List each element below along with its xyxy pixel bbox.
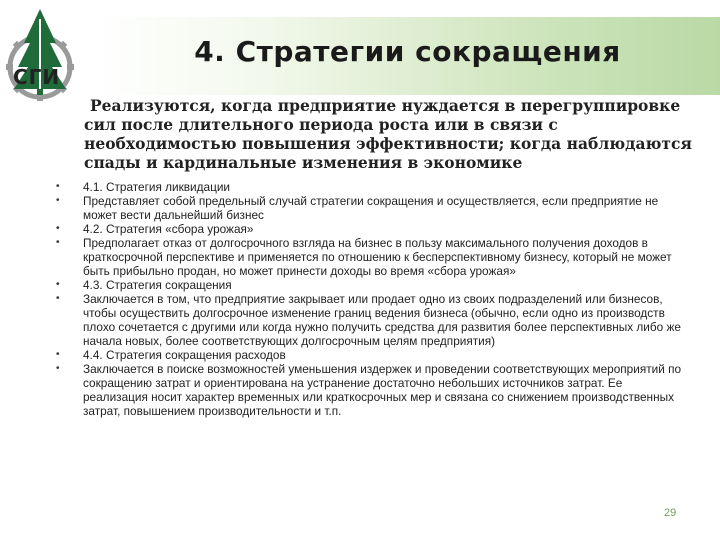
list-item-text: Заключается в поиске возможностей уменьшения издержек и проведении соответствующих мероприятий по сокращению затрат и ориентирована на устранение достаточно небольших источников затрат. Ее реализация носит характер временных или краткосрочных мер и связана со снижением производственных затрат, повышением производительности и т.п.: [83, 362, 682, 418]
list-item-text: 4.1. Стратегия ликвидации: [83, 180, 231, 194]
list-item: [50, 236, 690, 278]
intro-paragraph: [84, 96, 694, 172]
bullet-icon: •: [56, 293, 60, 304]
bullet-icon: •: [56, 349, 60, 360]
bullet-icon: •: [56, 279, 60, 290]
list-item: [50, 194, 690, 222]
bullet-icon: •: [56, 181, 60, 192]
list-item-text: Заключается в том, что предприятие закрывает или продает одно из своих подразделений или бизнесов, чтобы осуществить долгосрочное изменение границ ведения бизнеса (обычно, если одно из производств плохо сочетается с другими или когда нужно получить средства для развития более перспективных либо же начала новых, более соответствующих долгосрочным целям предприятия): [83, 292, 681, 348]
intro-line-1: Реализуются, когда предприятие нуждается в перегруппировке: [90, 96, 681, 115]
list-item: [50, 348, 690, 362]
list-item: [50, 222, 690, 236]
list-item-text: 4.4. Стратегия сокращения расходов: [83, 348, 286, 362]
intro-continuation: сил после длительного периода роста или в связи с необходимостью повышения эффективности; когда наблюдаются спады и кардинальные изменения в экономике: [84, 115, 692, 172]
list-item: [50, 292, 690, 348]
list-item-text: 4.2. Стратегия «сбора урожая»: [83, 222, 254, 236]
list-item-text: Предполагает отказ от долгосрочного взгляда на бизнес в пользу максимального получения доходов в краткосрочной перспективе и применяется по отношению к бесперспективному бизнесу, который не может быть прибыльно продан, но может принести доходы во время «сбора урожая»: [83, 236, 672, 278]
bullet-icon: •: [56, 237, 60, 248]
list-item: [50, 180, 690, 194]
list-item-text: 4.3. Стратегия сокращения: [83, 278, 232, 292]
slide-title: 4. Стратегии сокращения: [194, 35, 621, 68]
bullet-icon: •: [56, 223, 60, 234]
bullet-icon: •: [56, 195, 60, 206]
logo-text: СГИ: [13, 65, 61, 89]
bullet-icon: •: [56, 363, 60, 374]
list-item-text: Представляет собой предельный случай стратегии сокращения и осуществляется, если предприятие не может вести дальнейший бизнес: [83, 194, 659, 222]
list-item: [50, 278, 690, 292]
page-number: 29: [664, 507, 677, 519]
strategy-list: [50, 180, 690, 418]
logo: [2, 5, 80, 101]
list-item: [50, 362, 690, 418]
